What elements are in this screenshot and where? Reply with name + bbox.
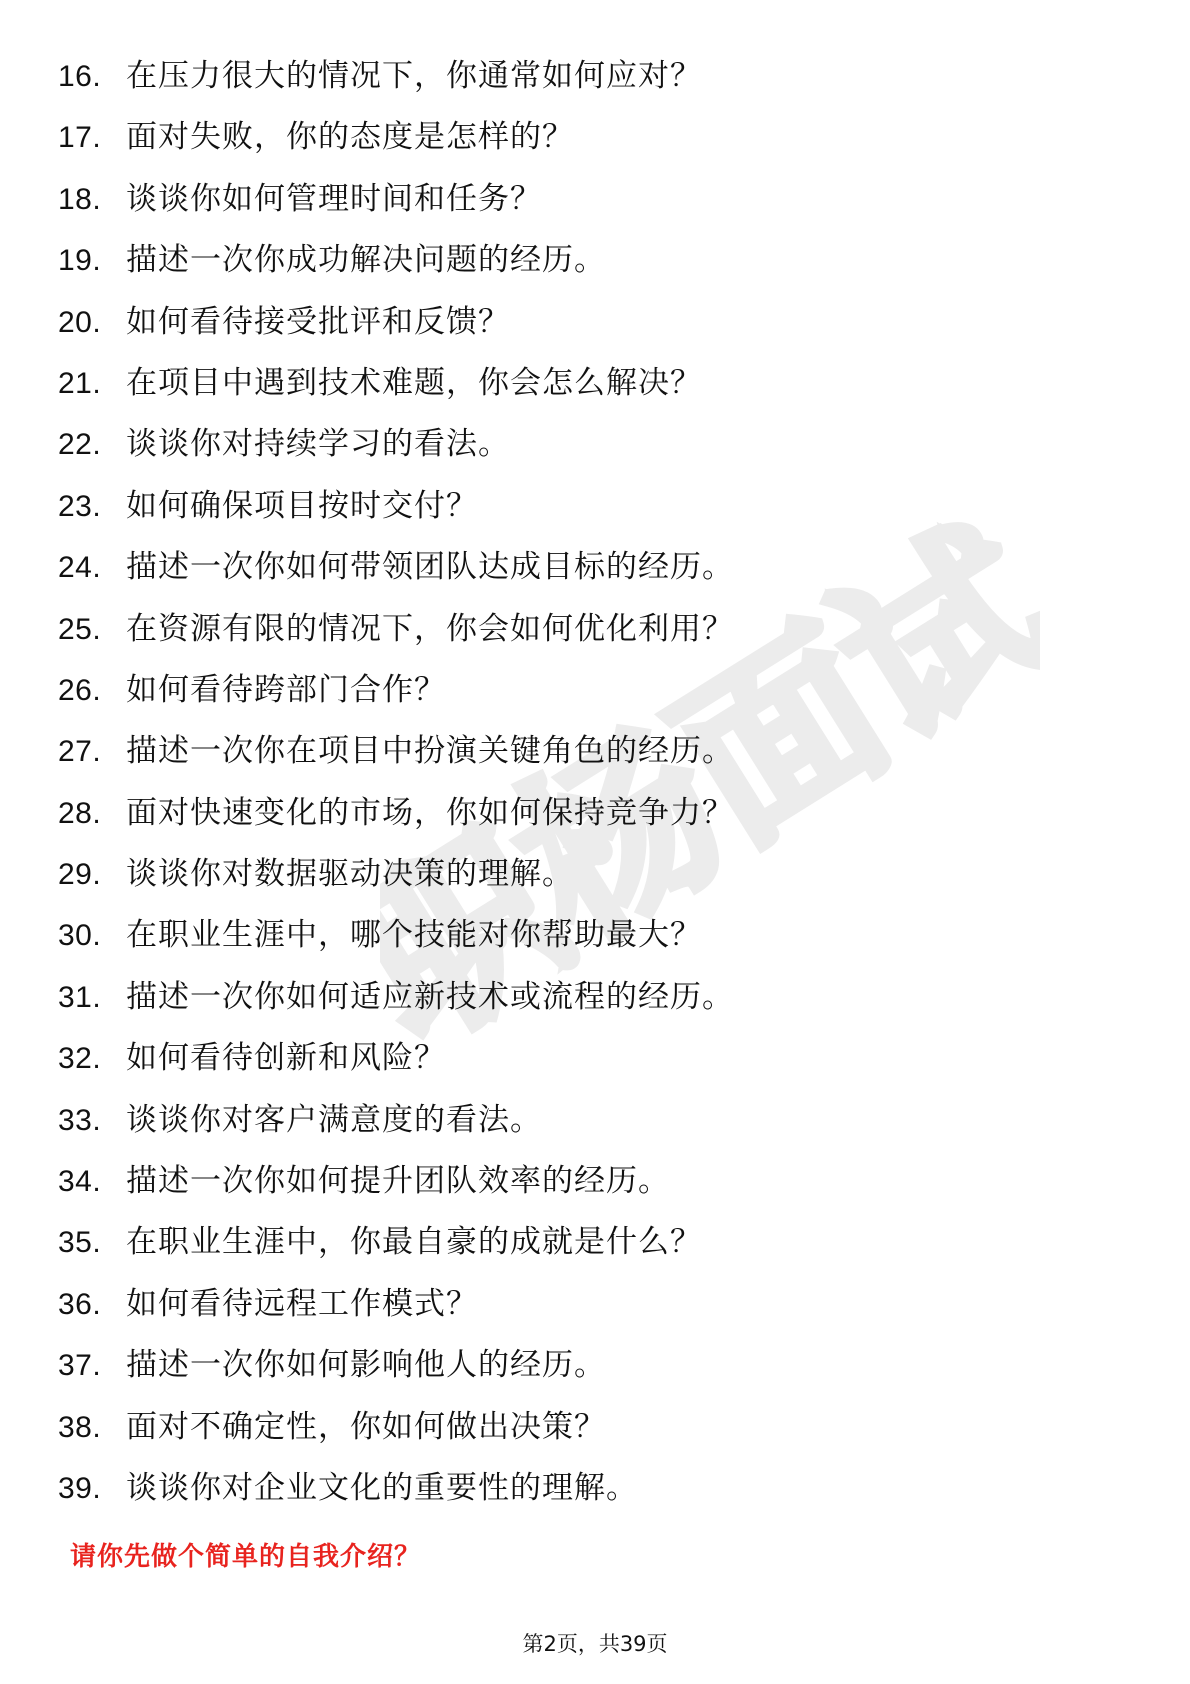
question-text: 谈谈你对企业文化的重要性的理解。 xyxy=(126,1469,638,1506)
question-number: 24. xyxy=(58,551,102,585)
question-item xyxy=(58,230,1138,291)
question-item xyxy=(58,46,1138,107)
question-number: 25. xyxy=(58,612,102,646)
question-number: 26. xyxy=(58,673,102,707)
question-number: 16. xyxy=(58,60,102,93)
question-text: 如何看待接受批评和反馈？ xyxy=(126,303,510,340)
question-text: 如何确保项目按时交付？ xyxy=(126,487,478,524)
question-text: 在职业生涯中，你最自豪的成就是什么？ xyxy=(126,1224,702,1261)
question-text: 描述一次你如何适应新技术或流程的经历。 xyxy=(126,978,734,1015)
question-item xyxy=(58,476,1138,537)
question-text: 描述一次你在项目中扮演关键角色的经历。 xyxy=(126,733,734,770)
question-number: 27. xyxy=(58,735,102,769)
question-item xyxy=(58,292,1138,353)
question-number: 37. xyxy=(58,1349,102,1383)
question-text: 在职业生涯中，哪个技能对你帮助最大？ xyxy=(126,917,702,954)
question-text: 谈谈你对客户满意度的看法。 xyxy=(126,1101,542,1138)
question-text: 面对失败，你的态度是怎样的？ xyxy=(126,119,574,156)
question-list xyxy=(58,46,1138,1519)
question-number: 32. xyxy=(58,1042,102,1076)
question-item xyxy=(58,599,1138,660)
question-text: 在资源有限的情况下，你会如何优化利用？ xyxy=(126,610,734,647)
question-text: 谈谈你如何管理时间和任务？ xyxy=(126,180,542,217)
question-text: 如何看待远程工作模式？ xyxy=(126,1285,478,1322)
question-text: 谈谈你对数据驱动决策的理解。 xyxy=(126,856,574,893)
question-text: 如何看待跨部门合作？ xyxy=(126,671,446,708)
question-item xyxy=(58,783,1138,844)
question-number: 38. xyxy=(58,1410,102,1444)
question-number: 17. xyxy=(58,121,102,155)
highlight-question: 请你先做个简单的自我介绍？ xyxy=(70,1542,422,1572)
question-item xyxy=(58,1090,1138,1151)
question-text: 描述一次你成功解决问题的经历。 xyxy=(126,242,606,279)
question-item xyxy=(58,1212,1138,1273)
question-item xyxy=(58,1028,1138,1089)
question-number: 29. xyxy=(58,858,102,892)
page-number: 第2页，共39页 xyxy=(522,1632,668,1656)
question-number: 36. xyxy=(58,1287,102,1321)
question-item xyxy=(58,1335,1138,1396)
question-number: 31. xyxy=(58,980,102,1014)
question-number: 22. xyxy=(58,428,102,462)
question-text: 描述一次你如何带领团队达成目标的经历。 xyxy=(126,549,734,586)
question-number: 20. xyxy=(58,305,102,339)
question-item xyxy=(58,844,1138,905)
watermark-text: 职杨面试 xyxy=(380,491,1040,1082)
question-number: 18. xyxy=(58,182,102,216)
question-text: 谈谈你对持续学习的看法。 xyxy=(126,426,510,463)
question-text: 描述一次你如何提升团队效率的经历。 xyxy=(126,1163,670,1200)
question-number: 33. xyxy=(58,1103,102,1137)
question-number: 39. xyxy=(58,1471,102,1505)
question-item xyxy=(58,414,1138,475)
question-item xyxy=(58,721,1138,782)
question-item xyxy=(58,905,1138,966)
question-item xyxy=(58,967,1138,1028)
question-item xyxy=(58,353,1138,414)
question-number: 19. xyxy=(58,244,102,278)
question-number: 21. xyxy=(58,366,102,400)
question-number: 35. xyxy=(58,1226,102,1260)
question-text: 描述一次你如何影响他人的经历。 xyxy=(126,1347,606,1384)
question-number: 28. xyxy=(58,796,102,830)
question-item xyxy=(58,660,1138,721)
question-number: 30. xyxy=(58,919,102,953)
question-item xyxy=(58,169,1138,230)
question-text: 在压力很大的情况下，你通常如何应对？ xyxy=(126,58,702,94)
question-item xyxy=(58,107,1138,168)
question-item xyxy=(58,1151,1138,1212)
question-item xyxy=(58,1458,1138,1519)
question-number: 34. xyxy=(58,1165,102,1199)
question-text: 在项目中遇到技术难题，你会怎么解决？ xyxy=(126,364,702,401)
question-item xyxy=(58,537,1138,598)
question-text: 如何看待创新和风险？ xyxy=(126,1040,446,1077)
question-number: 23. xyxy=(58,489,102,523)
question-text: 面对不确定性，你如何做出决策？ xyxy=(126,1408,606,1445)
question-item xyxy=(58,1397,1138,1458)
question-text: 面对快速变化的市场，你如何保持竞争力？ xyxy=(126,794,734,831)
question-item xyxy=(58,1274,1138,1335)
